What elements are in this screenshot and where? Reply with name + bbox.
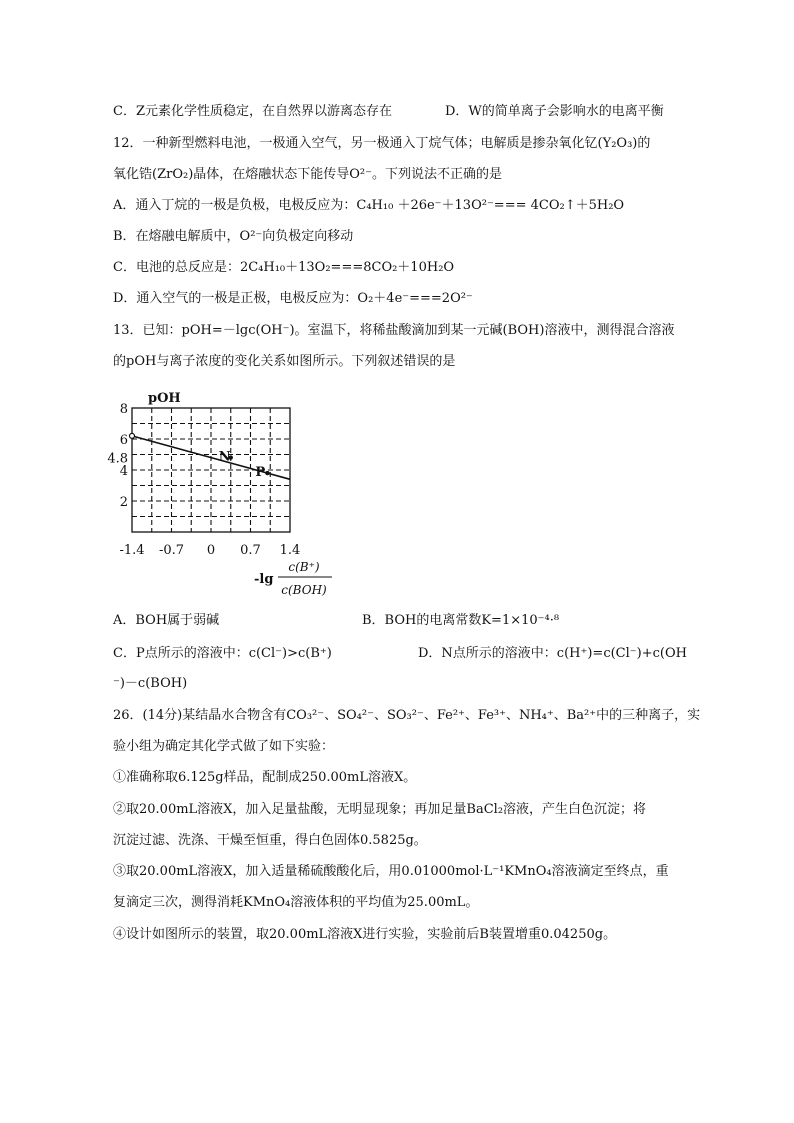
- x-axis-label-denominator: c(BOH): [281, 583, 327, 597]
- q12-option-c: C．电池的总反应是：2C₄H₁₀＋13O₂===8CO₂＋10H₂O: [113, 260, 455, 275]
- q26-step-3b: 复滴定三次，测得消耗KMnO₄溶液体积的平均值为25.00mL。: [113, 895, 479, 910]
- y-ticks: [107, 402, 128, 510]
- x-tick-label: -0.7: [158, 543, 185, 558]
- y-tick-label: 4: [119, 464, 128, 479]
- y-axis-label: pOH: [148, 391, 181, 406]
- x-tick-label: 0.7: [240, 543, 261, 558]
- poh-chart: [107, 386, 352, 601]
- q26-stem-line2: 验小组为确定其化学式做了如下实验：: [113, 739, 335, 754]
- chart-grid: [132, 408, 290, 532]
- y-tick-label: 6: [119, 433, 128, 448]
- q11-option-c: C．Z元素化学性质稳定，在自然界以游离态存在: [113, 104, 392, 119]
- q12-stem-line1: 12．一种新型燃料电池，一极通入空气，另一极通入丁烷气体；电解质是掺杂氧化钇(Y₂O₃)的: [113, 136, 651, 151]
- q26-step-4: ④设计如图所示的装置，取20.00mL溶液X进行实验，实验前后B装置增重0.04250g。: [113, 927, 617, 942]
- data-point-p: [265, 471, 269, 475]
- q13-stem-line1: 13．已知：pOH=－lgc(OH⁻)。室温下，将稀盐酸滴加到某一元碱(BOH)溶液中，测得混合溶液: [113, 323, 675, 338]
- q13-option-a: A．BOH属于弱碱: [113, 613, 220, 628]
- data-point-label-p: P: [255, 465, 266, 481]
- series-start-marker: [130, 433, 135, 438]
- q12-option-b: B．在熔融电解质中，O²⁻向负极定向移动: [113, 229, 354, 244]
- q13-stem-line2: 的pOH与离子浓度的变化关系如图所示。下列叙述错误的是: [113, 354, 456, 369]
- x-axis-label-numerator: c(B⁺): [288, 560, 320, 574]
- q12-option-d: D．通入空气的一极是正极，电极反应为：O₂＋4e⁻===2O²⁻: [113, 291, 473, 306]
- x-tick-label: 0: [206, 543, 216, 558]
- q26-step-2b: 沉淀过滤、洗涤、干燥至恒重，得白色固体0.5825g。: [113, 833, 427, 848]
- data-point-label-n: N: [218, 449, 231, 465]
- x-tick-label: -1.4: [119, 543, 145, 558]
- q13-option-b: B．BOH的电离常数K=1×10⁻⁴·⁸: [362, 613, 560, 628]
- x-axis-label-prefix: -lg: [254, 572, 274, 587]
- q26-step-1: ①准确称取6.125g样品，配制成250.00mL溶液X。: [113, 770, 417, 785]
- q13-option-d-continued: ⁻)－c(BOH): [113, 676, 188, 691]
- q13-option-c: C．P点所示的溶液中：c(Cl⁻)>c(B⁺): [113, 646, 332, 661]
- y-tick-label: 2: [119, 495, 128, 510]
- x-ticks: [119, 543, 300, 558]
- y-tick-label: 4.8: [107, 451, 128, 467]
- q12-option-a: A．通入丁烷的一极是负极，电极反应为：C₄H₁₀ ＋26e⁻＋13O²⁻=== 4CO₂↑＋5H₂O: [113, 198, 625, 213]
- q11-option-d: D．W的简单离子会影响水的电离平衡: [445, 104, 664, 119]
- q26-step-2a: ②取20.00mL溶液X，加入足量盐酸，无明显现象；再加足量BaCl₂溶液，产生白色沉淀；将: [113, 802, 647, 817]
- x-tick-label: 1.4: [279, 543, 301, 558]
- y-tick-label: 8: [119, 402, 128, 417]
- q13-option-d: D．N点所示的溶液中：c(H⁺)=c(Cl⁻)+c(OH: [418, 646, 687, 661]
- q26-step-3a: ③取20.00mL溶液X，加入适量稀硫酸酸化后，用0.01000mol·L⁻¹KMnO₄溶液滴定至终点，重: [113, 864, 669, 879]
- q12-stem-line2: 氧化锆(ZrO₂)晶体，在熔融状态下能传导O²⁻。下列说法不正确的是: [113, 167, 502, 182]
- q26-stem-line1: 26．(14分)某结晶水合物含有CO₃²⁻、SO₄²⁻、SO₃²⁻、Fe²⁺、Fe³⁺、NH₄⁺、Ba²⁺中的三种离子，实: [113, 708, 701, 723]
